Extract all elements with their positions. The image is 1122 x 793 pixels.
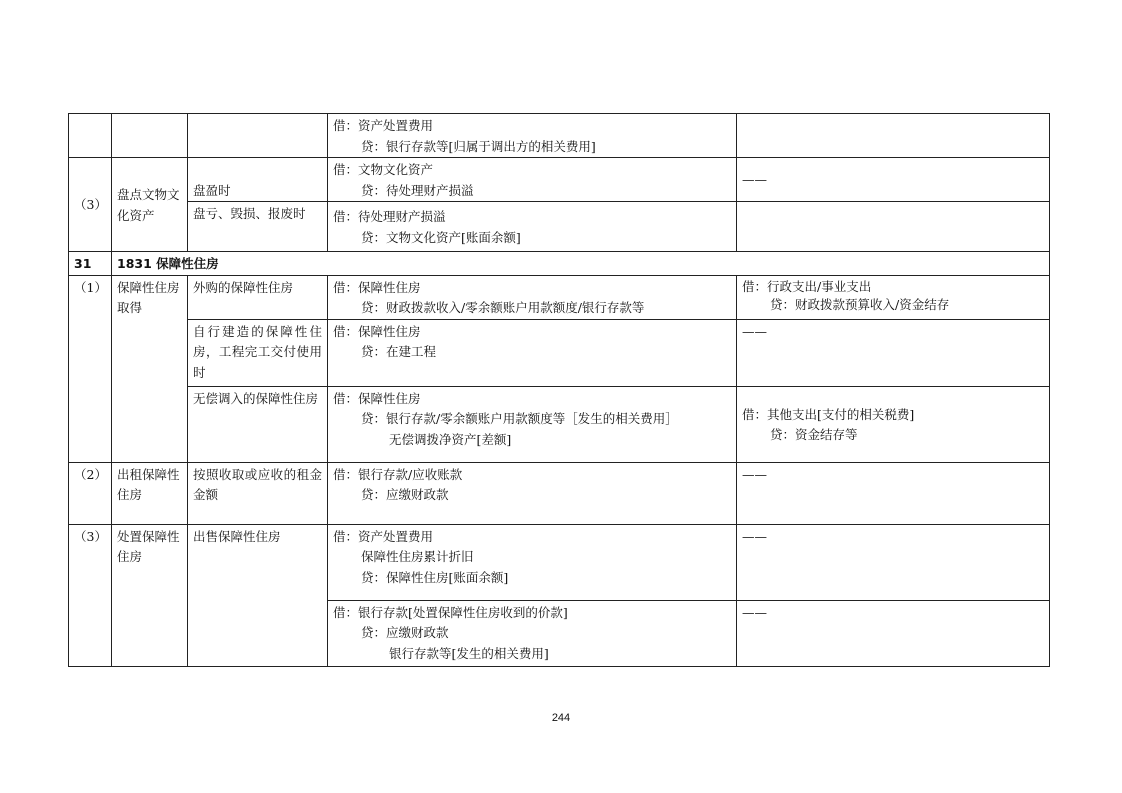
- item-label: 盘点文物文化资产: [117, 187, 180, 223]
- sub-item-label: 出售保障性住房: [193, 528, 281, 544]
- section-number: 31: [69, 252, 112, 276]
- dash-placeholder: ——: [742, 528, 767, 544]
- table-row: [69, 158, 1050, 202]
- accounting-table: [68, 113, 1050, 667]
- sub-item-cell: [188, 386, 328, 462]
- dash-placeholder: ——: [742, 323, 767, 339]
- financial-entry-cell: [328, 600, 737, 666]
- entry-line: 贷：应缴财政款: [361, 487, 449, 502]
- sub-item-label: 无偿调入的保障性住房: [193, 390, 319, 406]
- budget-entry-cell: [737, 462, 1050, 524]
- budget-entry-cell: [737, 319, 1050, 386]
- entry-line: 贷：保障性住房[账面余额]: [361, 569, 509, 585]
- entry-line: 贷：银行存款/零余额账户用款额度等［发生的相关费用］: [361, 411, 678, 426]
- financial-entry-cell: [328, 202, 737, 252]
- item-label: 保障性住房取得: [117, 279, 180, 315]
- table-row: [69, 319, 1050, 386]
- financial-entry-cell: [328, 524, 737, 600]
- entry-line: 借：银行存款[处置保障性住房收到的价款]: [333, 604, 568, 620]
- financial-entry-cell: [328, 158, 737, 202]
- sub-item-cell: [188, 202, 328, 252]
- sub-item-cell: [188, 524, 328, 666]
- table-row: [69, 524, 1050, 600]
- entry-line: 贷：文物文化资产[账面余额]: [361, 229, 521, 245]
- entry-line: 贷：应缴财政款: [361, 625, 449, 640]
- budget-entry-cell: [737, 158, 1050, 202]
- section-title: 1831 保障性住房: [112, 252, 1050, 276]
- sub-item-label: 盘亏、毁损、报废时: [193, 206, 306, 221]
- budget-line: 借：行政支出/事业支出: [742, 278, 872, 294]
- item-label: 处置保障性住房: [117, 528, 180, 564]
- entry-line: 贷：待处理财产损溢: [361, 182, 474, 198]
- entry-line: 借：待处理财产损溢: [333, 209, 446, 224]
- table-row: [69, 386, 1050, 462]
- table-row: [69, 202, 1050, 252]
- budget-line: 贷：财政拨款预算收入/资金结存: [770, 296, 950, 312]
- entry-line: 借：银行存款/应收账款: [333, 466, 463, 482]
- entry-line: 贷：财政拨款收入/零余额账户用款额度/银行存款等: [361, 300, 645, 315]
- item-cell: [112, 114, 188, 158]
- budget-entry-cell: [737, 600, 1050, 666]
- budget-entry-cell: [737, 114, 1050, 158]
- entry-line: 借：保障性住房: [333, 279, 421, 295]
- entry-line: 贷：在建工程: [361, 344, 437, 359]
- entry-line: 银行存款等[发生的相关费用]: [389, 645, 549, 661]
- sub-item-label: 外购的保障性住房: [193, 279, 294, 295]
- entry-line: 借：资产处置费用: [333, 118, 434, 133]
- entry-line: 借：文物文化资产: [333, 162, 434, 177]
- budget-line: 贷：资金结存等: [770, 427, 858, 442]
- number-cell: （1）: [69, 275, 112, 462]
- sub-item-label: 自行建造的保障性住房，工程完工交付使用时: [193, 323, 322, 380]
- entry-line: 借：保障性住房: [333, 323, 421, 339]
- table-row: [69, 275, 1050, 319]
- entry-line: 保障性住房累计折旧: [361, 549, 474, 564]
- dash-placeholder: ——: [742, 604, 767, 620]
- item-cell: [112, 462, 188, 524]
- sub-item-cell: [188, 462, 328, 524]
- sub-item-label: 盘盈时: [193, 182, 231, 198]
- financial-entry-cell: [328, 386, 737, 462]
- dash-placeholder: ——: [742, 172, 767, 188]
- entry-line: 借：保障性住房: [333, 390, 421, 406]
- number-cell: （3）: [69, 158, 112, 252]
- budget-entry-cell: [737, 275, 1050, 319]
- sub-item-cell: [188, 319, 328, 386]
- page-number: 244: [551, 712, 571, 724]
- number-cell: （3）: [69, 524, 112, 666]
- number-cell: （2）: [69, 462, 112, 524]
- item-cell: [112, 524, 188, 666]
- sub-item-cell: [188, 158, 328, 202]
- entry-line: 无偿调拨净资产[差额]: [389, 431, 512, 447]
- item-cell: [112, 275, 188, 462]
- entry-line: 贷：银行存款等[归属于调出方的相关费用]: [361, 138, 596, 154]
- budget-entry-cell: [737, 524, 1050, 600]
- table-row: [69, 114, 1050, 158]
- entry-line: 借：资产处置费用: [333, 528, 434, 544]
- financial-entry-cell: [328, 319, 737, 386]
- financial-entry-cell: [328, 275, 737, 319]
- budget-entry-cell: [737, 202, 1050, 252]
- budget-line: 借：其他支出[支付的相关税费]: [742, 406, 915, 422]
- sub-item-label: 按照收取或应收的租金金额: [193, 466, 322, 502]
- item-cell: [112, 158, 188, 252]
- dash-placeholder: ——: [742, 466, 767, 482]
- financial-entry-cell: [328, 114, 737, 158]
- sub-item-cell: [188, 114, 328, 158]
- number-cell: [69, 114, 112, 158]
- sub-item-cell: [188, 275, 328, 319]
- budget-entry-cell: [737, 386, 1050, 462]
- section-header-row: [69, 252, 1050, 276]
- table-row: [69, 462, 1050, 524]
- financial-entry-cell: [328, 462, 737, 524]
- item-label: 出租保障性住房: [117, 466, 180, 502]
